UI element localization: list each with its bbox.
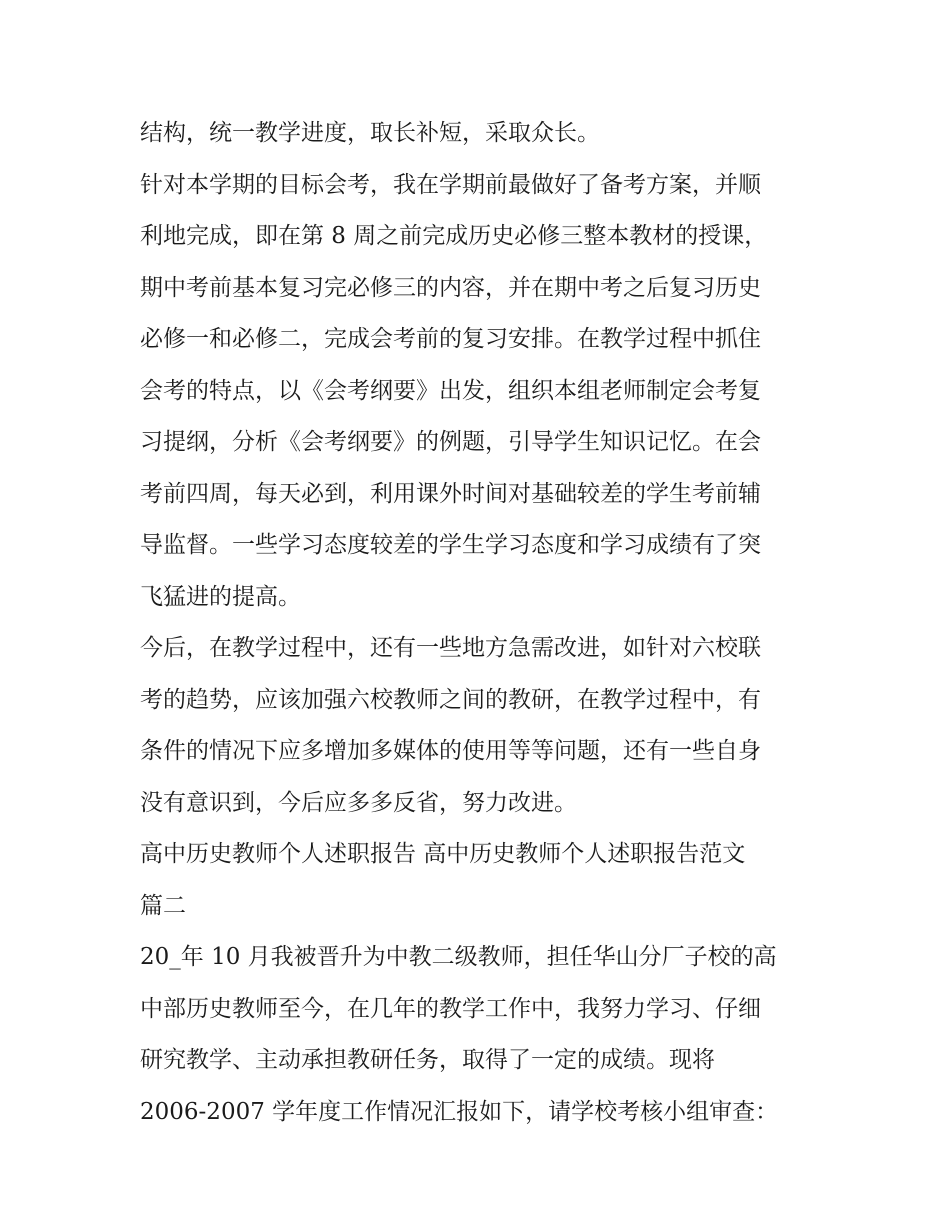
text-line: 利地完成，即在第 8 周之前完成历史必修三整本教材的授课，: [140, 223, 768, 249]
text-line: 会考的特点，以《会考纲要》出发，组织本组老师制定会考复: [140, 377, 761, 404]
text-line: 针对本学期的目标会考，我在学期前最做好了备考方案，并顺: [140, 171, 761, 198]
text-line: 中部历史教师至今，在几年的教学工作中，我努力学习、仔细: [140, 995, 761, 1022]
text-line: 研究教学、主动承担教研任务，取得了一定的成绩。现将: [140, 1047, 715, 1073]
text-line: 习提纲，分析《会考纲要》的例题，引导学生知识记忆。在会: [140, 429, 761, 455]
text-line: 条件的情况下应多增加多媒体的使用等等问题，还有一些自身: [140, 738, 761, 764]
text-line: 期中考前基本复习完必修三的内容，并在期中考之后复习历史: [140, 274, 761, 301]
text-line: 考的趋势，应该加强六校教师之间的教研，在教学过程中，有: [140, 686, 761, 713]
text-line: 结构，统一教学进度，取长补短，采取众长。: [140, 120, 600, 146]
text-line: 20_年 10 月我被晋升为中教二级教师，担任华山分厂子校的高: [140, 944, 777, 970]
section-heading-line: 篇二: [140, 892, 186, 919]
text-line: 飞猛进的提高。: [140, 583, 301, 610]
document-body: [140, 108, 820, 1138]
text-line: 今后，在教学过程中，还有一些地方急需改进，如针对六校联: [140, 635, 761, 661]
text-line: 没有意识到，今后应多多反省，努力改进。: [140, 789, 577, 816]
section-heading-line: 高中历史教师个人述职报告 高中历史教师个人述职报告范文: [140, 841, 746, 867]
text-line: 2006-2007 学年度工作情况汇报如下，请学校考核小组审查：: [140, 1098, 779, 1125]
text-line: 导监督。一些学习态度较差的学生学习态度和学习成绩有了突: [140, 532, 761, 558]
text-line: 考前四周，每天必到，利用课外时间对基础较差的学生考前辅: [140, 480, 761, 507]
text-line: 必修一和必修二，完成会考前的复习安排。在教学过程中抓住: [140, 326, 761, 352]
